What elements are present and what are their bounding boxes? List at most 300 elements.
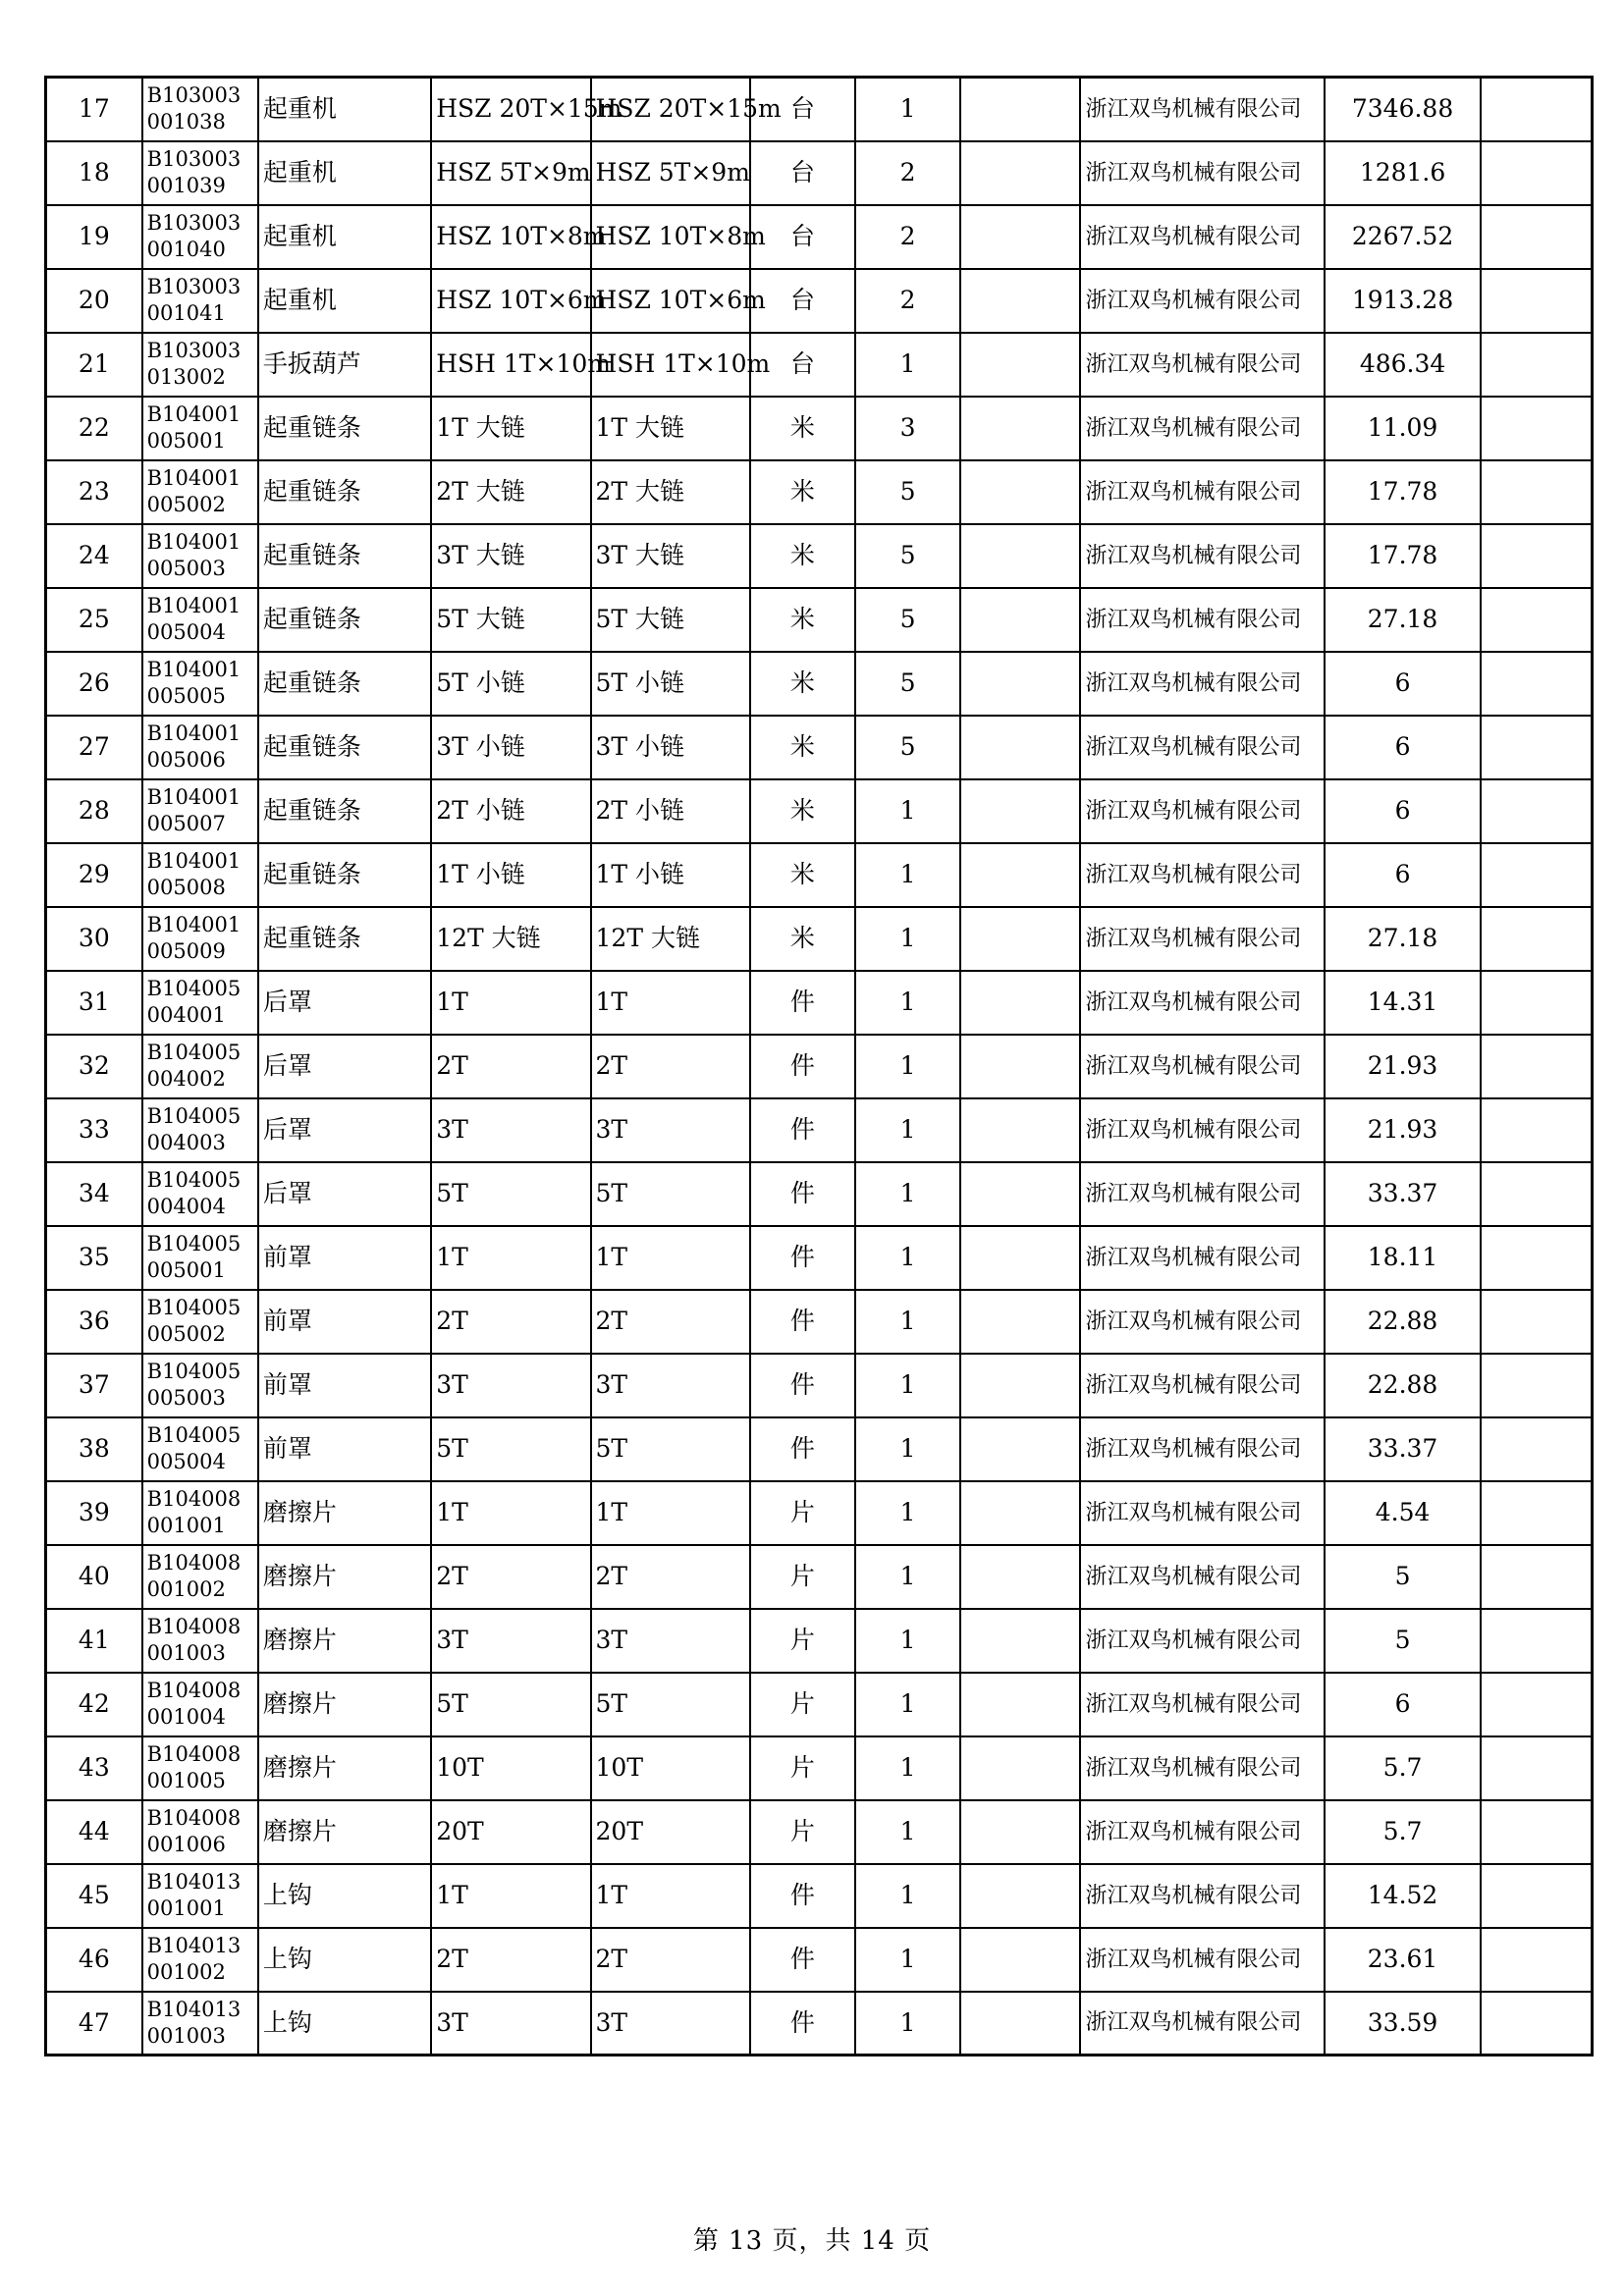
item-quantity: 1 <box>855 971 960 1035</box>
item-name: 起重机 <box>258 269 431 333</box>
item-note <box>960 907 1080 971</box>
item-price: 1281.6 <box>1325 141 1481 205</box>
item-spec: 3T <box>431 1609 590 1673</box>
item-supplier: 浙江双鸟机械有限公司 <box>1080 1800 1324 1864</box>
item-model: 5T <box>591 1162 750 1226</box>
item-name: 前罩 <box>258 1226 431 1290</box>
item-price: 5 <box>1325 1545 1481 1609</box>
item-name: 后罩 <box>258 1035 431 1098</box>
item-spec: 5T 小链 <box>431 652 590 716</box>
item-remark <box>1481 141 1592 205</box>
item-model: 20T <box>591 1800 750 1864</box>
item-spec: 2T 小链 <box>431 779 590 843</box>
item-note <box>960 1800 1080 1864</box>
item-unit: 台 <box>750 141 855 205</box>
item-supplier: 浙江双鸟机械有限公司 <box>1080 907 1324 971</box>
item-supplier: 浙江双鸟机械有限公司 <box>1080 1736 1324 1800</box>
item-price: 11.09 <box>1325 397 1481 460</box>
item-supplier: 浙江双鸟机械有限公司 <box>1080 524 1324 588</box>
item-remark <box>1481 1354 1592 1417</box>
item-price: 7346.88 <box>1325 78 1481 141</box>
item-quantity: 1 <box>855 1609 960 1673</box>
item-note <box>960 460 1080 524</box>
item-price: 17.78 <box>1325 524 1481 588</box>
item-unit: 片 <box>750 1545 855 1609</box>
item-supplier: 浙江双鸟机械有限公司 <box>1080 1290 1324 1354</box>
item-price: 486.34 <box>1325 333 1481 397</box>
item-remark <box>1481 779 1592 843</box>
item-unit: 台 <box>750 269 855 333</box>
item-unit: 米 <box>750 588 855 652</box>
item-note <box>960 1609 1080 1673</box>
table-row <box>46 1736 1593 1800</box>
table-row <box>46 779 1593 843</box>
item-code: B103003001041 <box>142 269 258 333</box>
table-row <box>46 1481 1593 1545</box>
item-spec: 5T <box>431 1417 590 1481</box>
row-number: 41 <box>46 1609 142 1673</box>
item-quantity: 1 <box>855 1354 960 1417</box>
item-note <box>960 1673 1080 1736</box>
item-model: 3T <box>591 1098 750 1162</box>
item-supplier: 浙江双鸟机械有限公司 <box>1080 1162 1324 1226</box>
item-remark <box>1481 1673 1592 1736</box>
item-supplier: 浙江双鸟机械有限公司 <box>1080 460 1324 524</box>
item-unit: 台 <box>750 78 855 141</box>
item-name: 起重机 <box>258 141 431 205</box>
item-name: 磨擦片 <box>258 1545 431 1609</box>
table-row <box>46 460 1593 524</box>
item-spec: 3T <box>431 1354 590 1417</box>
item-spec: 2T <box>431 1290 590 1354</box>
item-unit: 件 <box>750 1290 855 1354</box>
item-spec: 5T <box>431 1673 590 1736</box>
item-unit: 片 <box>750 1800 855 1864</box>
item-note <box>960 1035 1080 1098</box>
item-supplier: 浙江双鸟机械有限公司 <box>1080 843 1324 907</box>
item-supplier: 浙江双鸟机械有限公司 <box>1080 333 1324 397</box>
item-unit: 米 <box>750 652 855 716</box>
item-code: B104001005008 <box>142 843 258 907</box>
item-quantity: 1 <box>855 1800 960 1864</box>
item-name: 起重链条 <box>258 588 431 652</box>
item-quantity: 1 <box>855 907 960 971</box>
item-code: B104005004001 <box>142 971 258 1035</box>
table-body <box>46 78 1593 2056</box>
table-row <box>46 205 1593 269</box>
item-name: 后罩 <box>258 1162 431 1226</box>
item-remark <box>1481 269 1592 333</box>
item-note <box>960 397 1080 460</box>
item-remark <box>1481 1992 1592 2056</box>
item-remark <box>1481 1098 1592 1162</box>
item-unit: 件 <box>750 1992 855 2056</box>
item-code: B104008001004 <box>142 1673 258 1736</box>
item-name: 手扳葫芦 <box>258 333 431 397</box>
item-note <box>960 971 1080 1035</box>
item-name: 起重链条 <box>258 524 431 588</box>
item-quantity: 5 <box>855 524 960 588</box>
item-model: 2T <box>591 1545 750 1609</box>
item-unit: 片 <box>750 1673 855 1736</box>
item-note <box>960 1736 1080 1800</box>
item-spec: 1T <box>431 971 590 1035</box>
item-name: 后罩 <box>258 1098 431 1162</box>
item-model: 5T 小链 <box>591 652 750 716</box>
table-row <box>46 1417 1593 1481</box>
table-row <box>46 971 1593 1035</box>
item-remark <box>1481 524 1592 588</box>
item-remark <box>1481 716 1592 779</box>
item-unit: 米 <box>750 907 855 971</box>
item-code: B104008001003 <box>142 1609 258 1673</box>
item-price: 17.78 <box>1325 460 1481 524</box>
item-unit: 件 <box>750 1098 855 1162</box>
table-row <box>46 1354 1593 1417</box>
table-row <box>46 1864 1593 1928</box>
item-note <box>960 333 1080 397</box>
row-number: 22 <box>46 397 142 460</box>
row-number: 37 <box>46 1354 142 1417</box>
item-remark <box>1481 971 1592 1035</box>
item-model: 1T <box>591 1481 750 1545</box>
item-model: 1T <box>591 971 750 1035</box>
item-quantity: 1 <box>855 1417 960 1481</box>
item-code: B104005005004 <box>142 1417 258 1481</box>
item-remark <box>1481 1417 1592 1481</box>
item-supplier: 浙江双鸟机械有限公司 <box>1080 1992 1324 2056</box>
item-code: B103003001040 <box>142 205 258 269</box>
item-remark <box>1481 907 1592 971</box>
item-remark <box>1481 460 1592 524</box>
item-model: 1T 大链 <box>591 397 750 460</box>
item-supplier: 浙江双鸟机械有限公司 <box>1080 1673 1324 1736</box>
item-unit: 件 <box>750 1226 855 1290</box>
table-row <box>46 1673 1593 1736</box>
item-quantity: 1 <box>855 1481 960 1545</box>
item-code: B104001005002 <box>142 460 258 524</box>
item-name: 前罩 <box>258 1417 431 1481</box>
item-supplier: 浙江双鸟机械有限公司 <box>1080 652 1324 716</box>
page-number: 第 13 页，共 14 页 <box>692 2226 932 2256</box>
item-unit: 米 <box>750 460 855 524</box>
item-spec: 2T <box>431 1545 590 1609</box>
item-name: 磨擦片 <box>258 1736 431 1800</box>
item-code: B104001005004 <box>142 588 258 652</box>
row-number: 42 <box>46 1673 142 1736</box>
item-unit: 台 <box>750 333 855 397</box>
item-note <box>960 1481 1080 1545</box>
table-row <box>46 397 1593 460</box>
item-spec: 1T <box>431 1864 590 1928</box>
item-price: 6 <box>1325 779 1481 843</box>
item-model: 5T 大链 <box>591 588 750 652</box>
item-name: 后罩 <box>258 971 431 1035</box>
item-remark <box>1481 205 1592 269</box>
item-code: B104008001001 <box>142 1481 258 1545</box>
item-quantity: 5 <box>855 716 960 779</box>
item-quantity: 2 <box>855 205 960 269</box>
item-unit: 件 <box>750 1864 855 1928</box>
item-supplier: 浙江双鸟机械有限公司 <box>1080 1481 1324 1545</box>
item-price: 6 <box>1325 652 1481 716</box>
item-unit: 片 <box>750 1481 855 1545</box>
item-name: 起重链条 <box>258 907 431 971</box>
item-model: 5T <box>591 1417 750 1481</box>
item-quantity: 1 <box>855 779 960 843</box>
row-number: 18 <box>46 141 142 205</box>
item-quantity: 2 <box>855 269 960 333</box>
item-remark <box>1481 588 1592 652</box>
item-model: 1T <box>591 1226 750 1290</box>
item-note <box>960 1992 1080 2056</box>
item-price: 1913.28 <box>1325 269 1481 333</box>
item-quantity: 3 <box>855 397 960 460</box>
item-model: 3T <box>591 1354 750 1417</box>
table-row <box>46 269 1593 333</box>
item-quantity: 1 <box>855 1928 960 1992</box>
row-number: 43 <box>46 1736 142 1800</box>
item-note <box>960 1417 1080 1481</box>
item-unit: 台 <box>750 205 855 269</box>
item-note <box>960 1545 1080 1609</box>
row-number: 38 <box>46 1417 142 1481</box>
item-model: 3T 小链 <box>591 716 750 779</box>
item-spec: HSH 1T×10m <box>431 333 590 397</box>
item-code: B104001005006 <box>142 716 258 779</box>
item-code: B103003001039 <box>142 141 258 205</box>
item-remark <box>1481 1162 1592 1226</box>
item-note <box>960 1354 1080 1417</box>
item-note <box>960 205 1080 269</box>
row-number: 30 <box>46 907 142 971</box>
item-price: 6 <box>1325 1673 1481 1736</box>
item-price: 22.88 <box>1325 1354 1481 1417</box>
item-spec: 3T <box>431 1992 590 2056</box>
item-remark <box>1481 1800 1592 1864</box>
table-row <box>46 652 1593 716</box>
item-price: 21.93 <box>1325 1035 1481 1098</box>
item-remark <box>1481 1736 1592 1800</box>
item-price: 27.18 <box>1325 588 1481 652</box>
item-quantity: 1 <box>855 1035 960 1098</box>
item-code: B104001005003 <box>142 524 258 588</box>
item-unit: 件 <box>750 971 855 1035</box>
item-name: 磨擦片 <box>258 1800 431 1864</box>
item-quantity: 2 <box>855 141 960 205</box>
item-price: 18.11 <box>1325 1226 1481 1290</box>
item-quantity: 1 <box>855 333 960 397</box>
item-model: 2T <box>591 1290 750 1354</box>
item-model: 2T <box>591 1035 750 1098</box>
item-spec: 1T <box>431 1226 590 1290</box>
table-row <box>46 78 1593 141</box>
item-quantity: 1 <box>855 843 960 907</box>
item-spec: 3T 小链 <box>431 716 590 779</box>
item-spec: 3T 大链 <box>431 524 590 588</box>
row-number: 17 <box>46 78 142 141</box>
item-spec: 20T <box>431 1800 590 1864</box>
item-name: 磨擦片 <box>258 1481 431 1545</box>
item-remark <box>1481 1290 1592 1354</box>
item-price: 2267.52 <box>1325 205 1481 269</box>
item-supplier: 浙江双鸟机械有限公司 <box>1080 1864 1324 1928</box>
item-model: 10T <box>591 1736 750 1800</box>
item-model: HSZ 10T×8m <box>591 205 750 269</box>
item-name: 前罩 <box>258 1354 431 1417</box>
item-supplier: 浙江双鸟机械有限公司 <box>1080 1035 1324 1098</box>
row-number: 21 <box>46 333 142 397</box>
item-spec: 1T 小链 <box>431 843 590 907</box>
item-quantity: 1 <box>855 1545 960 1609</box>
item-spec: 1T 大链 <box>431 397 590 460</box>
item-price: 6 <box>1325 716 1481 779</box>
item-code: B104001005009 <box>142 907 258 971</box>
table-row <box>46 907 1593 971</box>
table-row <box>46 333 1593 397</box>
item-quantity: 1 <box>855 1864 960 1928</box>
item-price: 5.7 <box>1325 1800 1481 1864</box>
item-remark <box>1481 1545 1592 1609</box>
item-note <box>960 269 1080 333</box>
item-note <box>960 1098 1080 1162</box>
item-quantity: 1 <box>855 1290 960 1354</box>
item-code: B104013001002 <box>142 1928 258 1992</box>
item-spec: HSZ 5T×9m <box>431 141 590 205</box>
item-unit: 件 <box>750 1417 855 1481</box>
item-supplier: 浙江双鸟机械有限公司 <box>1080 1417 1324 1481</box>
item-quantity: 5 <box>855 588 960 652</box>
item-supplier: 浙江双鸟机械有限公司 <box>1080 779 1324 843</box>
item-price: 4.54 <box>1325 1481 1481 1545</box>
item-price: 5 <box>1325 1609 1481 1673</box>
item-spec: 2T 大链 <box>431 460 590 524</box>
table-row <box>46 588 1593 652</box>
item-remark <box>1481 1609 1592 1673</box>
row-number: 20 <box>46 269 142 333</box>
item-remark <box>1481 78 1592 141</box>
item-model: HSZ 5T×9m <box>591 141 750 205</box>
item-model: HSZ 20T×15m <box>591 78 750 141</box>
item-note <box>960 1864 1080 1928</box>
item-unit: 米 <box>750 716 855 779</box>
item-note <box>960 652 1080 716</box>
item-model: 1T 小链 <box>591 843 750 907</box>
item-name: 上钩 <box>258 1928 431 1992</box>
item-remark <box>1481 1928 1592 1992</box>
row-number: 33 <box>46 1098 142 1162</box>
table-row <box>46 1992 1593 2056</box>
table-row <box>46 141 1593 205</box>
item-model: 5T <box>591 1673 750 1736</box>
item-remark <box>1481 843 1592 907</box>
row-number: 36 <box>46 1290 142 1354</box>
item-name: 起重链条 <box>258 716 431 779</box>
row-number: 40 <box>46 1545 142 1609</box>
item-price: 33.59 <box>1325 1992 1481 2056</box>
row-number: 27 <box>46 716 142 779</box>
row-number: 44 <box>46 1800 142 1864</box>
item-unit: 米 <box>750 843 855 907</box>
item-code: B104005005003 <box>142 1354 258 1417</box>
item-supplier: 浙江双鸟机械有限公司 <box>1080 1098 1324 1162</box>
item-supplier: 浙江双鸟机械有限公司 <box>1080 78 1324 141</box>
item-supplier: 浙江双鸟机械有限公司 <box>1080 1928 1324 1992</box>
item-name: 上钩 <box>258 1992 431 2056</box>
item-name: 起重链条 <box>258 843 431 907</box>
item-price: 22.88 <box>1325 1290 1481 1354</box>
item-supplier: 浙江双鸟机械有限公司 <box>1080 1226 1324 1290</box>
item-supplier: 浙江双鸟机械有限公司 <box>1080 971 1324 1035</box>
item-model: 2T <box>591 1928 750 1992</box>
item-price: 21.93 <box>1325 1098 1481 1162</box>
item-remark <box>1481 333 1592 397</box>
item-code: B104005004004 <box>142 1162 258 1226</box>
item-spec: HSZ 10T×8m <box>431 205 590 269</box>
table-row <box>46 1098 1593 1162</box>
item-code: B103003013002 <box>142 333 258 397</box>
item-code: B103003001038 <box>142 78 258 141</box>
table-row <box>46 524 1593 588</box>
item-spec: 2T <box>431 1928 590 1992</box>
item-spec: HSZ 20T×15m <box>431 78 590 141</box>
item-note <box>960 588 1080 652</box>
item-supplier: 浙江双鸟机械有限公司 <box>1080 716 1324 779</box>
item-spec: 5T <box>431 1162 590 1226</box>
item-note <box>960 1290 1080 1354</box>
item-note <box>960 716 1080 779</box>
item-spec: 12T 大链 <box>431 907 590 971</box>
item-unit: 片 <box>750 1736 855 1800</box>
item-supplier: 浙江双鸟机械有限公司 <box>1080 269 1324 333</box>
item-note <box>960 1226 1080 1290</box>
item-note <box>960 524 1080 588</box>
row-number: 19 <box>46 205 142 269</box>
item-code: B104008001002 <box>142 1545 258 1609</box>
row-number: 34 <box>46 1162 142 1226</box>
item-unit: 米 <box>750 779 855 843</box>
item-name: 起重链条 <box>258 460 431 524</box>
table-row <box>46 1162 1593 1226</box>
table-row <box>46 716 1593 779</box>
table-row <box>46 1226 1593 1290</box>
item-note <box>960 1928 1080 1992</box>
row-number: 26 <box>46 652 142 716</box>
item-quantity: 5 <box>855 460 960 524</box>
item-price: 33.37 <box>1325 1162 1481 1226</box>
item-unit: 件 <box>750 1354 855 1417</box>
item-unit: 片 <box>750 1609 855 1673</box>
item-price: 33.37 <box>1325 1417 1481 1481</box>
table-row <box>46 1545 1593 1609</box>
table-row <box>46 1609 1593 1673</box>
item-code: B104013001001 <box>142 1864 258 1928</box>
item-spec: 5T 大链 <box>431 588 590 652</box>
item-name: 起重链条 <box>258 652 431 716</box>
item-code: B104005004002 <box>142 1035 258 1098</box>
item-note <box>960 141 1080 205</box>
item-quantity: 1 <box>855 1162 960 1226</box>
item-model: 12T 大链 <box>591 907 750 971</box>
item-name: 上钩 <box>258 1864 431 1928</box>
item-model: 1T <box>591 1864 750 1928</box>
item-note <box>960 843 1080 907</box>
item-supplier: 浙江双鸟机械有限公司 <box>1080 1609 1324 1673</box>
item-code: B104001005007 <box>142 779 258 843</box>
table-row <box>46 843 1593 907</box>
item-note <box>960 779 1080 843</box>
item-model: 3T <box>591 1992 750 2056</box>
